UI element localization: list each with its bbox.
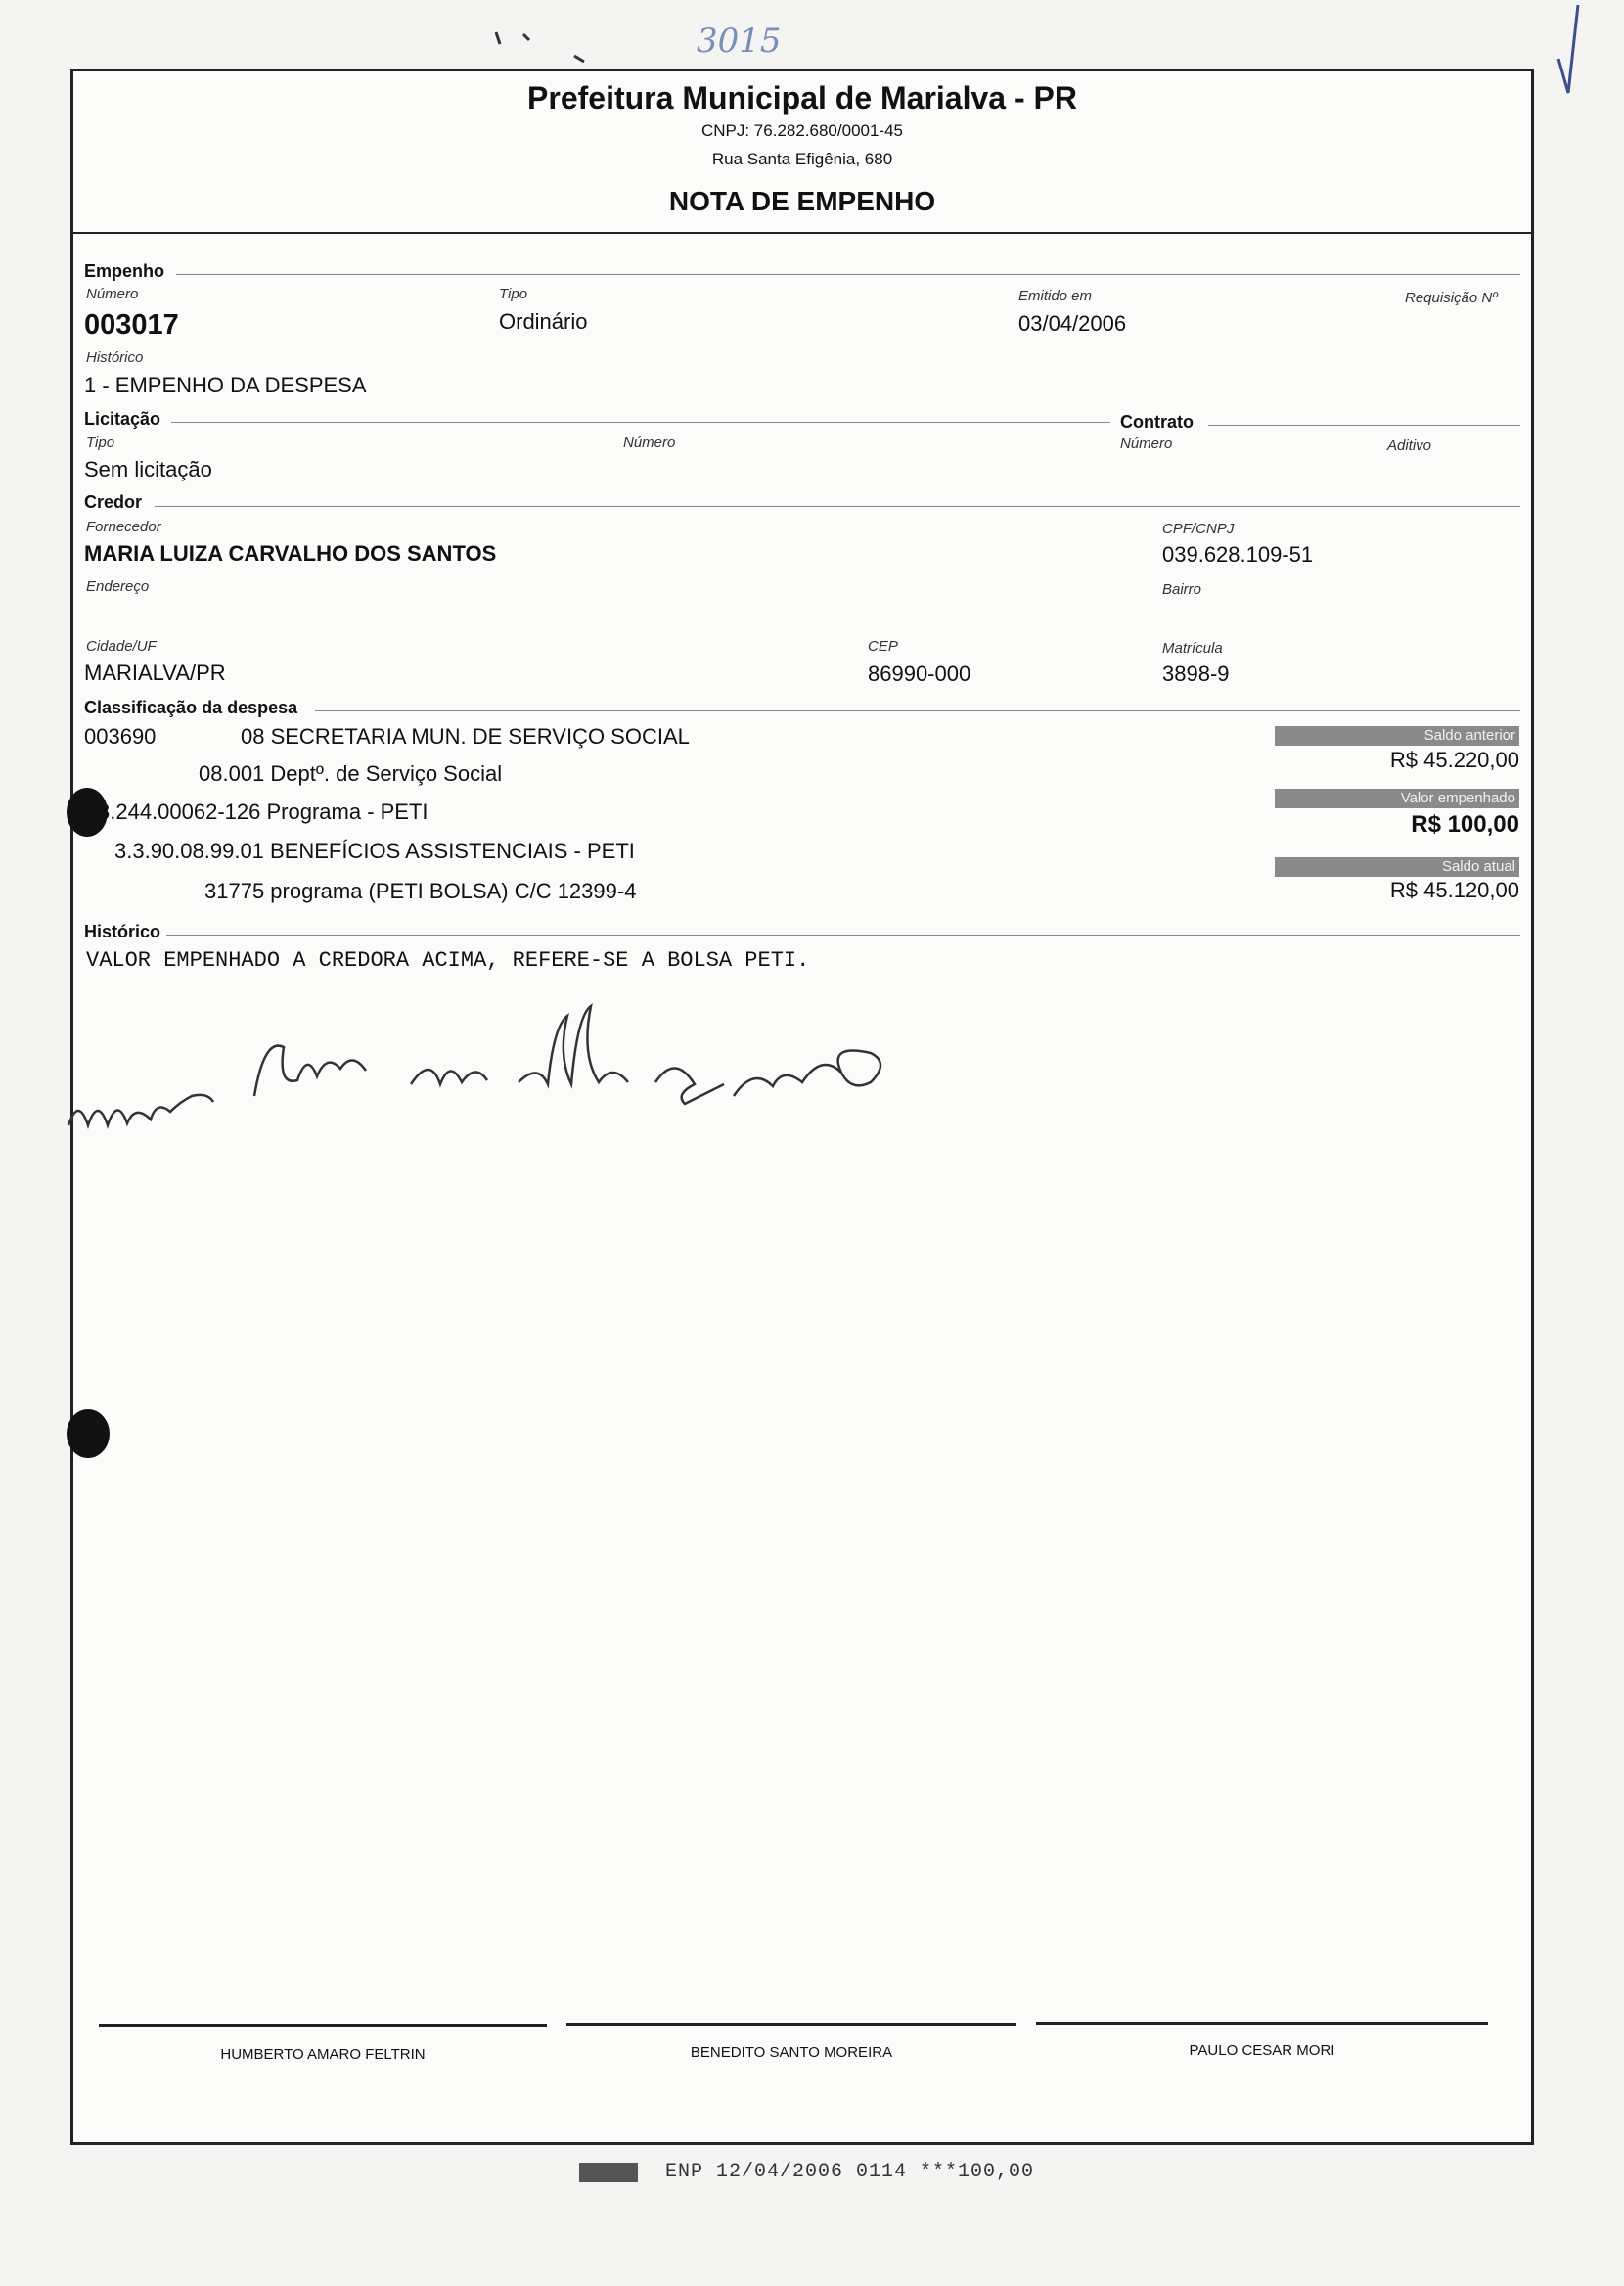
emitido-label: Emitido em — [1018, 288, 1093, 304]
emitido-date: 03/04/2006 — [1018, 311, 1127, 336]
classificacao-line1: 08 SECRETARIA MUN. DE SERVIÇO SOCIAL — [241, 724, 690, 749]
classificacao-line4: 3.3.90.08.99.01 BENEFÍCIOS ASSISTENCIAIS - PETI — [114, 839, 635, 863]
historico-rule — [166, 935, 1520, 936]
cidade-label: Cidade/UF — [86, 638, 157, 655]
historico-label: Histórico — [86, 349, 144, 366]
signature-line-3 — [1036, 2022, 1488, 2025]
licitacao-numero-label: Número — [623, 434, 676, 451]
classificacao-line3: 8.244.00062-126 Programa - PETI — [98, 800, 429, 824]
signature-name-3: PAULO CESAR MORI — [1189, 2042, 1335, 2059]
hole-punch-bottom — [67, 1409, 110, 1458]
tipo-label: Tipo — [499, 286, 528, 302]
section-empenho: Empenho — [84, 261, 165, 281]
saldo-atual-label: Saldo atual — [1441, 858, 1515, 875]
section-credor: Credor — [84, 492, 143, 512]
requisicao-label: Requisição Nº — [1405, 290, 1498, 306]
section-contrato: Contrato — [1120, 412, 1194, 432]
classificacao-rule — [315, 710, 1520, 711]
scan-marks — [484, 24, 641, 64]
cnpj: CNPJ: 76.282.680/0001-45 — [700, 121, 904, 140]
bairro-label: Bairro — [1162, 581, 1202, 598]
cpf-value: 039.628.109-51 — [1162, 542, 1314, 567]
contrato-rule — [1208, 425, 1520, 426]
numero-label: Número — [86, 286, 139, 302]
section-classificacao: Classificação da despesa — [84, 698, 298, 717]
valor-empenhado-bar — [1275, 789, 1519, 808]
signature-line-1 — [99, 2024, 547, 2027]
licitacao-tipo: Sem licitação — [84, 457, 212, 481]
saldo-anterior-value: R$ 45.220,00 — [1389, 748, 1519, 772]
signature-name-2: BENEDITO SANTO MOREIRA — [690, 2044, 893, 2061]
section-historico: Histórico — [84, 922, 161, 941]
section-licitacao: Licitação — [84, 409, 161, 429]
cpf-label: CPF/CNPJ — [1162, 521, 1235, 537]
footer-stamp: ENP 12/04/2006 0114 ***100,00 — [665, 2161, 1035, 2183]
saldo-anterior-bar — [1275, 726, 1519, 746]
cep-label: CEP — [868, 638, 898, 655]
valor-empenhado-label: Valor empenhado — [1400, 790, 1515, 806]
empenho-tipo: Ordinário — [499, 309, 588, 334]
historico-text: VALOR EMPENHADO A CREDORA ACIMA, REFERE-SE A BOLSA PETI. — [86, 948, 810, 973]
handwritten-number: 3015 — [697, 22, 782, 61]
credor-rule — [155, 506, 1520, 507]
empenho-numero: 003017 — [84, 309, 179, 341]
contrato-aditivo-label: Aditivo — [1387, 437, 1432, 454]
saldo-anterior-label: Saldo anterior — [1423, 727, 1515, 744]
saldo-atual-bar — [1275, 857, 1519, 877]
matricula-value: 3898-9 — [1162, 662, 1230, 686]
classificacao-line5: 31775 programa (PETI BOLSA) C/C 12399-4 — [204, 879, 637, 903]
handwritten-signature — [59, 988, 920, 1135]
licitacao-rule — [171, 422, 1110, 423]
cep-value: 86990-000 — [868, 662, 971, 686]
endereco-label: Endereço — [86, 578, 150, 595]
fornecedor-name: MARIA LUIZA CARVALHO DOS SANTOS — [84, 541, 497, 566]
doc-title: NOTA DE EMPENHO — [668, 186, 936, 216]
matricula-label: Matrícula — [1162, 640, 1223, 657]
contrato-numero-label: Número — [1120, 435, 1173, 452]
signature-line-2 — [566, 2023, 1016, 2026]
cidade-value: MARIALVA/PR — [84, 661, 226, 685]
fornecedor-label: Fornecedor — [86, 519, 161, 535]
empenho-historico: 1 - EMPENHO DA DESPESA — [84, 373, 367, 397]
org-title: Prefeitura Municipal de Marialva - PR — [527, 80, 1077, 115]
check-mark-icon — [1551, 0, 1590, 98]
address: Rua Santa Efigênia, 680 — [711, 150, 893, 168]
classificacao-code: 003690 — [84, 724, 157, 749]
empenho-rule — [176, 274, 1520, 275]
licitacao-tipo-label: Tipo — [86, 434, 115, 451]
valor-empenhado-value: R$ 100,00 — [1411, 811, 1519, 838]
header-divider — [70, 232, 1534, 234]
classificacao-line2: 08.001 Deptº. de Serviço Social — [199, 761, 503, 786]
saldo-atual-value: R$ 45.120,00 — [1389, 878, 1519, 902]
footer-stamp-logo — [579, 2163, 638, 2182]
signature-name-1: HUMBERTO AMARO FELTRIN — [220, 2046, 426, 2063]
